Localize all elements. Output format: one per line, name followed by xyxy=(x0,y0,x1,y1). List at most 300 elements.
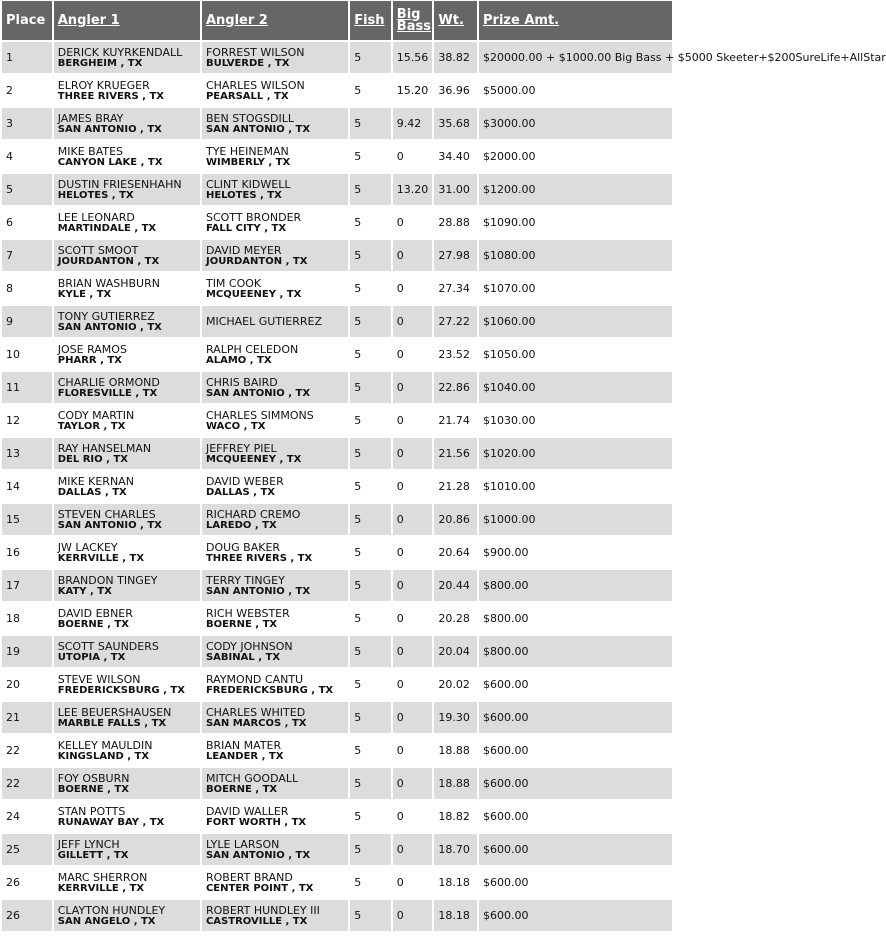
big-bass-cell: 0 xyxy=(393,141,433,172)
angler-1-name: CLAYTON HUNDLEY xyxy=(57,903,166,917)
fish-cell: 5 xyxy=(350,768,391,799)
place-cell: 9 xyxy=(2,306,52,337)
angler-2-name: DAVID MEYER xyxy=(205,243,282,257)
angler-1-city: SAN ANTONIO , TX xyxy=(57,519,162,531)
angler-1-name: RAY HANSELMAN xyxy=(57,441,152,455)
angler-1-cell xyxy=(54,702,200,733)
place-cell: 8 xyxy=(2,273,52,304)
angler-1-name: DAVID EBNER xyxy=(57,606,133,620)
angler-1-cell xyxy=(54,405,200,436)
prize-cell: $900.00 xyxy=(479,537,672,568)
angler-2-name: BEN STOGSDILL xyxy=(205,111,295,125)
angler-1-city: SAN ANGELO , TX xyxy=(57,915,156,927)
place-cell: 13 xyxy=(2,438,52,469)
angler-1-cell xyxy=(54,141,200,172)
angler-1-city: BOERNE , TX xyxy=(57,618,129,630)
angler-1-cell xyxy=(54,108,200,139)
weight-cell: 18.18 xyxy=(434,900,477,931)
place-cell: 26 xyxy=(2,900,52,931)
big-bass-cell: 0 xyxy=(393,504,433,535)
angler-2-name: SCOTT BRONDER xyxy=(205,210,302,224)
angler-2-city: LEANDER , TX xyxy=(205,750,284,762)
weight-cell: 20.64 xyxy=(434,537,477,568)
table-row xyxy=(2,75,672,106)
place-cell: 14 xyxy=(2,471,52,502)
big-bass-cell: 0 xyxy=(393,240,433,271)
place-cell: 22 xyxy=(2,768,52,799)
fish-cell: 5 xyxy=(350,537,391,568)
weight-cell: 18.88 xyxy=(434,768,477,799)
angler-1-name: MIKE KERNAN xyxy=(57,474,134,488)
place-cell: 21 xyxy=(2,702,52,733)
angler-2-name: CHRIS BAIRD xyxy=(205,375,278,389)
table-row xyxy=(2,405,672,436)
prize-cell: $1030.00 xyxy=(479,405,672,436)
fish-cell: 5 xyxy=(350,240,391,271)
table-row xyxy=(2,306,672,337)
weight-cell: 18.82 xyxy=(434,801,477,832)
big-bass-cell: 0 xyxy=(393,438,433,469)
table-row xyxy=(2,207,672,238)
angler-2-city: SABINAL , TX xyxy=(205,651,281,663)
angler-2-city: WACO , TX xyxy=(205,420,266,432)
weight-cell: 20.86 xyxy=(434,504,477,535)
header-row xyxy=(2,1,672,40)
header-angler-1[interactable]: Angler 1 xyxy=(54,1,200,40)
place-cell: 1 xyxy=(2,42,52,73)
angler-1-cell xyxy=(54,372,200,403)
angler-1-name: DUSTIN FRIESENHAHN xyxy=(57,177,182,191)
table-row xyxy=(2,108,672,139)
angler-1-name: SCOTT SMOOT xyxy=(57,243,139,257)
angler-2-cell xyxy=(202,801,348,832)
place-cell: 26 xyxy=(2,867,52,898)
big-bass-cell: 0 xyxy=(393,735,433,766)
fish-cell: 5 xyxy=(350,801,391,832)
angler-2-cell xyxy=(202,570,348,601)
table-row xyxy=(2,438,672,469)
fish-cell: 5 xyxy=(350,141,391,172)
angler-2-city: FREDERICKSBURG , TX xyxy=(205,684,334,696)
angler-2-cell xyxy=(202,174,348,205)
angler-1-city: THREE RIVERS , TX xyxy=(57,90,164,102)
weight-cell: 20.02 xyxy=(434,669,477,700)
angler-1-name: MIKE BATES xyxy=(57,144,124,158)
big-bass-cell: 0 xyxy=(393,768,433,799)
weight-cell: 20.28 xyxy=(434,603,477,634)
angler-1-name: SCOTT SAUNDERS xyxy=(57,639,159,653)
angler-2-cell xyxy=(202,669,348,700)
angler-1-name: BRIAN WASHBURN xyxy=(57,276,160,290)
angler-1-cell xyxy=(54,900,200,931)
angler-1-city: CANYON LAKE , TX xyxy=(57,156,163,168)
fish-cell: 5 xyxy=(350,273,391,304)
place-cell: 6 xyxy=(2,207,52,238)
angler-1-city: KERRVILLE , TX xyxy=(57,882,145,894)
angler-1-city: UTOPIA , TX xyxy=(57,651,126,663)
angler-2-name: ROBERT BRAND xyxy=(205,870,293,884)
fish-cell: 5 xyxy=(350,372,391,403)
place-cell: 10 xyxy=(2,339,52,370)
prize-cell: $600.00 xyxy=(479,768,672,799)
angler-2-cell xyxy=(202,75,348,106)
angler-2-city: SAN ANTONIO , TX xyxy=(205,387,311,399)
angler-2-cell xyxy=(202,603,348,634)
big-bass-cell: 0 xyxy=(393,900,433,931)
table-row xyxy=(2,570,672,601)
angler-1-cell xyxy=(54,240,200,271)
angler-2-name: JEFFREY PIEL xyxy=(205,441,277,455)
angler-1-cell xyxy=(54,42,200,73)
weight-cell: 35.68 xyxy=(434,108,477,139)
angler-2-city: PEARSALL , TX xyxy=(205,90,289,102)
angler-1-cell xyxy=(54,669,200,700)
angler-1-cell xyxy=(54,174,200,205)
angler-2-name: RAYMOND CANTU xyxy=(205,672,304,686)
angler-1-name: JOSE RAMOS xyxy=(57,342,127,356)
angler-2-cell xyxy=(202,768,348,799)
prize-cell: $1060.00 xyxy=(479,306,672,337)
weight-cell: 19.30 xyxy=(434,702,477,733)
big-bass-cell: 0 xyxy=(393,207,433,238)
angler-1-cell xyxy=(54,603,200,634)
angler-1-cell xyxy=(54,306,200,337)
weight-cell: 21.74 xyxy=(434,405,477,436)
prize-cell: $1090.00 xyxy=(479,207,672,238)
weight-cell: 27.22 xyxy=(434,306,477,337)
place-cell: 16 xyxy=(2,537,52,568)
angler-1-city: TAYLOR , TX xyxy=(57,420,126,432)
big-bass-cell: 0 xyxy=(393,306,433,337)
angler-2-city: SAN ANTONIO , TX xyxy=(205,123,311,135)
weight-cell: 20.04 xyxy=(434,636,477,667)
angler-1-cell xyxy=(54,735,200,766)
fish-cell: 5 xyxy=(350,603,391,634)
angler-2-cell xyxy=(202,405,348,436)
weight-cell: 27.34 xyxy=(434,273,477,304)
angler-2-name: MITCH GOODALL xyxy=(205,771,299,785)
angler-1-city: SAN ANTONIO , TX xyxy=(57,123,162,135)
angler-2-name: RICH WEBSTER xyxy=(205,606,290,620)
angler-2-name: LYLE LARSON xyxy=(205,837,280,851)
prize-cell: $1050.00 xyxy=(479,339,672,370)
table-row xyxy=(2,768,672,799)
angler-1-city: PHARR , TX xyxy=(57,354,122,366)
angler-1-city: SAN ANTONIO , TX xyxy=(57,321,162,333)
fish-cell: 5 xyxy=(350,75,391,106)
prize-cell: $800.00 xyxy=(479,570,672,601)
angler-1-city: KATY , TX xyxy=(57,585,112,597)
angler-1-cell xyxy=(54,636,200,667)
weight-cell: 20.44 xyxy=(434,570,477,601)
angler-2-city: WIMBERLY , TX xyxy=(205,156,291,168)
angler-1-city: GILLETT , TX xyxy=(57,849,129,861)
angler-1-name: CHARLIE ORMOND xyxy=(57,375,160,389)
angler-1-name: MARC SHERRON xyxy=(57,870,148,884)
table-row xyxy=(2,669,672,700)
angler-2-name: CHARLES SIMMONS xyxy=(205,408,314,422)
angler-2-city: BULVERDE , TX xyxy=(205,57,290,69)
angler-2-name: RALPH CELEDON xyxy=(205,342,299,356)
big-bass-cell: 0 xyxy=(393,669,433,700)
angler-2-cell xyxy=(202,504,348,535)
table-row xyxy=(2,867,672,898)
fish-cell: 5 xyxy=(350,504,391,535)
fish-cell: 5 xyxy=(350,834,391,865)
angler-2-city: ALAMO , TX xyxy=(205,354,272,366)
angler-1-name: KELLEY MAULDIN xyxy=(57,738,153,752)
angler-1-cell xyxy=(54,75,200,106)
angler-2-cell xyxy=(202,273,348,304)
table-row xyxy=(2,372,672,403)
place-cell: 22 xyxy=(2,735,52,766)
angler-2-city: CENTER POINT , TX xyxy=(205,882,314,894)
header-weight[interactable]: Wt. xyxy=(434,1,477,40)
weight-cell: 18.18 xyxy=(434,867,477,898)
angler-2-name: FORREST WILSON xyxy=(205,45,305,59)
big-bass-cell: 0 xyxy=(393,372,433,403)
angler-2-name: DAVID WALLER xyxy=(205,804,289,818)
angler-2-city: FORT WORTH , TX xyxy=(205,816,307,828)
angler-1-cell xyxy=(54,504,200,535)
table-row xyxy=(2,834,672,865)
fish-cell: 5 xyxy=(350,108,391,139)
prize-cell: $2000.00 xyxy=(479,141,672,172)
angler-2-city: MCQUEENEY , TX xyxy=(205,453,302,465)
table-row xyxy=(2,141,672,172)
angler-2-city: MCQUEENEY , TX xyxy=(205,288,302,300)
big-bass-cell: 13.20 xyxy=(393,174,433,205)
fish-cell: 5 xyxy=(350,471,391,502)
table-row xyxy=(2,636,672,667)
header-fish[interactable]: Fish xyxy=(350,1,391,40)
angler-1-cell xyxy=(54,438,200,469)
fish-cell: 5 xyxy=(350,405,391,436)
angler-2-name: BRIAN MATER xyxy=(205,738,282,752)
angler-2-cell xyxy=(202,636,348,667)
table-row xyxy=(2,801,672,832)
fish-cell: 5 xyxy=(350,339,391,370)
angler-2-city: SAN MARCOS , TX xyxy=(205,717,307,729)
angler-1-name: BRANDON TINGEY xyxy=(57,573,158,587)
prize-cell: $1070.00 xyxy=(479,273,672,304)
angler-2-name: DOUG BAKER xyxy=(205,540,281,554)
big-bass-cell: 0 xyxy=(393,339,433,370)
big-bass-cell: 15.20 xyxy=(393,75,433,106)
prize-cell: $1000.00 xyxy=(479,504,672,535)
angler-2-cell xyxy=(202,867,348,898)
angler-2-city: JOURDANTON , TX xyxy=(205,255,308,267)
angler-2-city: SAN ANTONIO , TX xyxy=(205,849,311,861)
big-bass-cell: 0 xyxy=(393,273,433,304)
angler-2-cell xyxy=(202,141,348,172)
weight-cell: 21.28 xyxy=(434,471,477,502)
angler-1-city: MARBLE FALLS , TX xyxy=(57,717,167,729)
angler-2-cell xyxy=(202,735,348,766)
prize-cell: $600.00 xyxy=(479,702,672,733)
fish-cell: 5 xyxy=(350,306,391,337)
prize-cell: $1020.00 xyxy=(479,438,672,469)
place-cell: 4 xyxy=(2,141,52,172)
weight-cell: 28.88 xyxy=(434,207,477,238)
angler-2-name: TIM COOK xyxy=(205,276,262,290)
fish-cell: 5 xyxy=(350,42,391,73)
angler-1-cell xyxy=(54,537,200,568)
angler-2-name: CLINT KIDWELL xyxy=(205,177,291,191)
prize-cell: $600.00 xyxy=(479,669,672,700)
place-cell: 2 xyxy=(2,75,52,106)
angler-1-name: STAN POTTS xyxy=(57,804,126,818)
angler-2-cell xyxy=(202,702,348,733)
prize-cell: $1040.00 xyxy=(479,372,672,403)
table-row xyxy=(2,273,672,304)
angler-1-cell xyxy=(54,339,200,370)
angler-1-cell xyxy=(54,570,200,601)
big-bass-cell: 0 xyxy=(393,570,433,601)
big-bass-cell: 0 xyxy=(393,405,433,436)
weight-cell: 36.96 xyxy=(434,75,477,106)
angler-2-name: ROBERT HUNDLEY III xyxy=(205,903,320,917)
big-bass-cell: 0 xyxy=(393,801,433,832)
angler-1-cell xyxy=(54,834,200,865)
angler-2-city: FALL CITY , TX xyxy=(205,222,287,234)
angler-2-cell xyxy=(202,834,348,865)
place-cell: 12 xyxy=(2,405,52,436)
angler-1-name: LEE LEONARD xyxy=(57,210,135,224)
angler-2-city: HELOTES , TX xyxy=(205,189,282,201)
angler-1-name: JEFF LYNCH xyxy=(57,837,120,851)
angler-1-city: RUNAWAY BAY , TX xyxy=(57,816,165,828)
fish-cell: 5 xyxy=(350,207,391,238)
fish-cell: 5 xyxy=(350,570,391,601)
weight-cell: 22.86 xyxy=(434,372,477,403)
prize-cell: $1200.00 xyxy=(479,174,672,205)
big-bass-cell: 9.42 xyxy=(393,108,433,139)
table-row xyxy=(2,240,672,271)
place-cell: 18 xyxy=(2,603,52,634)
place-cell: 3 xyxy=(2,108,52,139)
angler-1-name: LEE BEUERSHAUSEN xyxy=(57,705,172,719)
prize-cell: $600.00 xyxy=(479,834,672,865)
angler-2-cell xyxy=(202,438,348,469)
weight-cell: 34.40 xyxy=(434,141,477,172)
angler-2-cell xyxy=(202,42,348,73)
weight-cell: 23.52 xyxy=(434,339,477,370)
table-row xyxy=(2,537,672,568)
angler-1-name: DERICK KUYRKENDALL xyxy=(57,45,183,59)
angler-2-cell xyxy=(202,339,348,370)
angler-1-cell xyxy=(54,867,200,898)
prize-cell: $600.00 xyxy=(479,867,672,898)
fish-cell: 5 xyxy=(350,900,391,931)
place-cell: 19 xyxy=(2,636,52,667)
place-cell: 5 xyxy=(2,174,52,205)
prize-cell: $800.00 xyxy=(479,636,672,667)
angler-1-name: TONY GUTIERREZ xyxy=(57,309,155,323)
angler-2-cell xyxy=(202,108,348,139)
weight-cell: 27.98 xyxy=(434,240,477,271)
table-row xyxy=(2,735,672,766)
angler-2-city: SAN ANTONIO , TX xyxy=(205,585,311,597)
place-cell: 25 xyxy=(2,834,52,865)
big-bass-cell: 15.56 xyxy=(393,42,433,73)
header-big-bass[interactable]: Big Bass xyxy=(393,1,433,40)
angler-2-cell xyxy=(202,207,348,238)
angler-1-cell xyxy=(54,471,200,502)
big-bass-cell: 0 xyxy=(393,636,433,667)
table-row xyxy=(2,339,672,370)
weight-cell: 21.56 xyxy=(434,438,477,469)
angler-2-cell xyxy=(202,471,348,502)
angler-1-cell xyxy=(54,801,200,832)
angler-1-city: JOURDANTON , TX xyxy=(57,255,160,267)
angler-1-city: KYLE , TX xyxy=(57,288,112,300)
angler-1-city: BERGHEIM , TX xyxy=(57,57,143,69)
table-row xyxy=(2,702,672,733)
angler-2-name: CHARLES WILSON xyxy=(205,78,305,92)
weight-cell: 38.82 xyxy=(434,42,477,73)
angler-2-city: CASTROVILLE , TX xyxy=(205,915,308,927)
big-bass-cell: 0 xyxy=(393,834,433,865)
angler-1-city: FLORESVILLE , TX xyxy=(57,387,158,399)
table-row xyxy=(2,603,672,634)
angler-1-city: KINGSLAND , TX xyxy=(57,750,150,762)
table-row xyxy=(2,42,672,73)
big-bass-cell: 0 xyxy=(393,537,433,568)
angler-1-name: ELROY KRUEGER xyxy=(57,78,150,92)
angler-2-cell xyxy=(202,537,348,568)
weight-cell: 18.70 xyxy=(434,834,477,865)
weight-cell: 18.88 xyxy=(434,735,477,766)
angler-2-name: CHARLES WHITED xyxy=(205,705,306,719)
place-cell: 7 xyxy=(2,240,52,271)
angler-1-name: JAMES BRAY xyxy=(57,111,124,125)
header-angler-2[interactable]: Angler 2 xyxy=(202,1,348,40)
weight-cell: 31.00 xyxy=(434,174,477,205)
angler-1-city: KERRVILLE , TX xyxy=(57,552,145,564)
place-cell: 17 xyxy=(2,570,52,601)
angler-2-city: LAREDO , TX xyxy=(205,519,277,531)
place-cell: 11 xyxy=(2,372,52,403)
header-place: Place xyxy=(2,1,52,40)
fish-cell: 5 xyxy=(350,867,391,898)
header-prize-amount[interactable]: Prize Amt. xyxy=(479,1,672,40)
fish-cell: 5 xyxy=(350,438,391,469)
results-body xyxy=(2,42,886,931)
big-bass-cell: 0 xyxy=(393,603,433,634)
place-cell: 20 xyxy=(2,669,52,700)
angler-2-city: DALLAS , TX xyxy=(205,486,275,498)
table-row xyxy=(2,900,672,931)
place-cell: 15 xyxy=(2,504,52,535)
place-cell: 24 xyxy=(2,801,52,832)
prize-cell: $600.00 xyxy=(479,801,672,832)
big-bass-cell: 0 xyxy=(393,471,433,502)
big-bass-cell: 0 xyxy=(393,867,433,898)
prize-cell: $800.00 xyxy=(479,603,672,634)
angler-1-name: FOY OSBURN xyxy=(57,771,130,785)
fish-cell: 5 xyxy=(350,735,391,766)
angler-2-cell xyxy=(202,306,348,337)
angler-1-name: STEVEN CHARLES xyxy=(57,507,156,521)
fish-cell: 5 xyxy=(350,636,391,667)
table-row xyxy=(2,174,672,205)
prize-cell: $600.00 xyxy=(479,735,672,766)
angler-2-name: TERRY TINGEY xyxy=(205,573,285,587)
angler-1-city: BOERNE , TX xyxy=(57,783,129,795)
angler-1-cell xyxy=(54,768,200,799)
angler-2-name: RICHARD CREMO xyxy=(205,507,301,521)
